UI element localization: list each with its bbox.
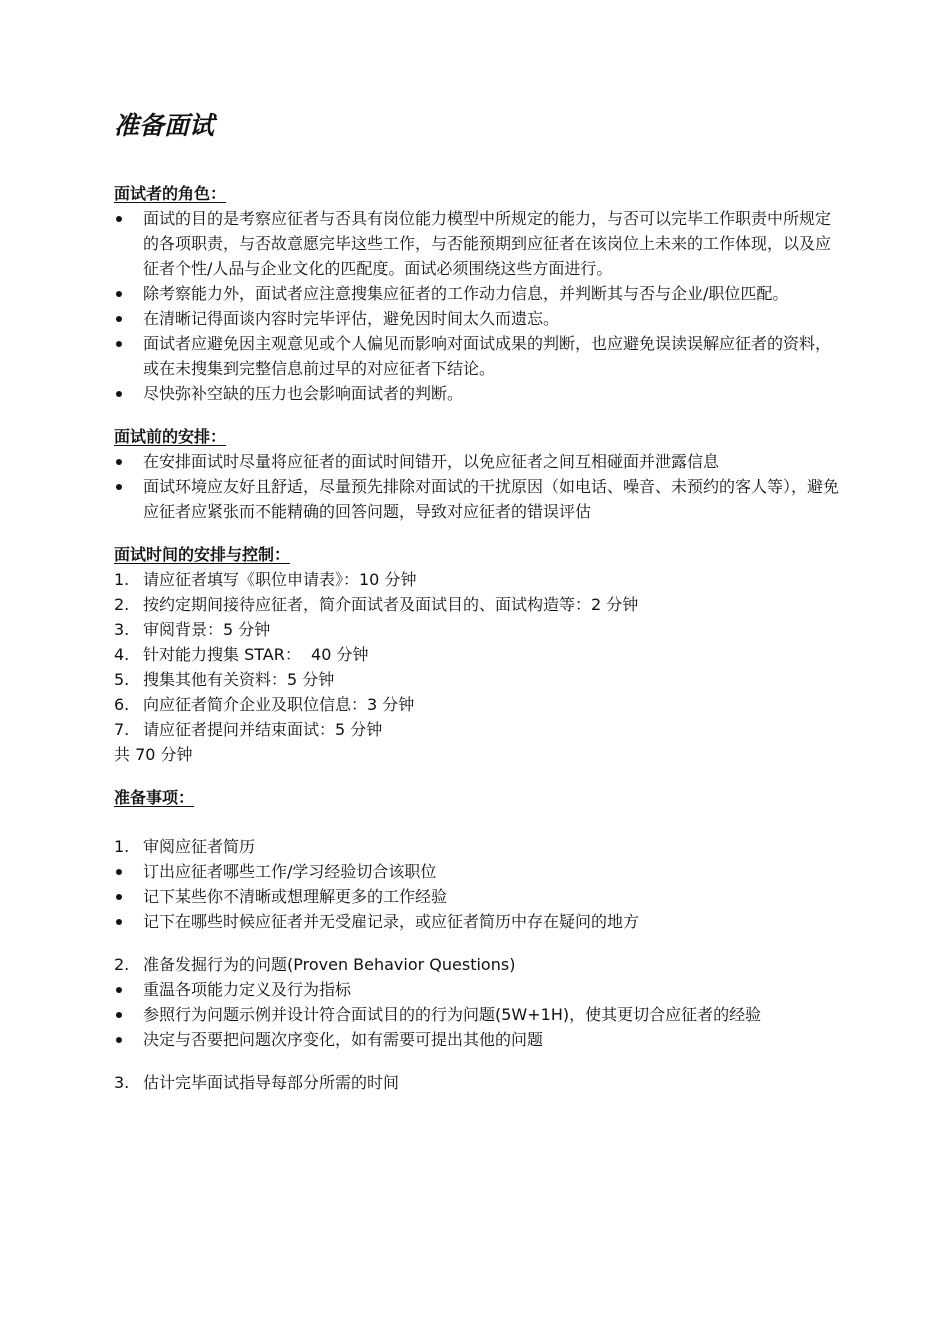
list-item: 尽快弥补空缺的压力也会影响面试者的判断。: [114, 381, 844, 406]
list-item: 1. 请应征者填写《职位申请表》：10 分钟: [114, 567, 844, 592]
list-item: 在安排面试时尽量将应征者的面试时间错开，以免应征者之间互相碰面并泄露信息: [114, 449, 844, 474]
step-number: 3.: [114, 1073, 130, 1092]
list-item: 参照行为问题示例并设计符合面试目的的行为问题(5W+1H)，使其更切合应征者的经验: [114, 1002, 844, 1027]
list-item: 决定与否要把问题次序变化，如有需要可提出其他的问题: [114, 1027, 844, 1052]
step-number: 2.: [114, 955, 130, 974]
list-item: 面试环境应友好且舒适，尽量预先排除对面试的干扰原因（如电话、噪音、未预约的客人等），避免应征者应紧张而不能精确的回答问题，导致对应征者的错误评估: [114, 474, 844, 524]
document-content: [114, 110, 844, 1114]
list-item: 6. 向应征者简介企业及职位信息：3 分钟: [114, 692, 844, 717]
bullet-list: [114, 859, 844, 934]
group-title: 3. 估计完毕面试指导每部分所需的时间: [114, 1070, 844, 1095]
bullet-list: [114, 206, 844, 406]
section-interviewer-role: [114, 182, 844, 406]
section-preparation: [114, 786, 844, 1095]
step-number: 7.: [114, 720, 130, 739]
group-title: 2. 准备发掘行为的问题(Proven Behavior Questions): [114, 952, 844, 977]
bullet-list: [114, 977, 844, 1052]
prep-group: [114, 1070, 844, 1095]
section-heading: 面试者的角色：: [114, 184, 227, 203]
document-title: 准备面试: [114, 111, 215, 140]
list-item: 3. 审阅背景：5 分钟: [114, 617, 844, 642]
step-number: 4.: [114, 645, 130, 664]
group-title: 1. 审阅应征者简历: [114, 834, 844, 859]
list-item: 面试者应避免因主观意见或个人偏见而影响对面试成果的判断，也应避免误读误解应征者的资料，或在未搜集到完整信息前过早的对应征者下结论。: [114, 331, 844, 381]
list-item: 记下某些你不清晰或想理解更多的工作经验: [114, 884, 844, 909]
list-item: 除考察能力外，面试者应注意搜集应征者的工作动力信息，并判断其与否与企业/职位匹配。: [114, 281, 844, 306]
bullet-list: [114, 449, 844, 524]
section-heading: 面试前的安排：: [114, 427, 227, 446]
list-item: 5. 搜集其他有关资料：5 分钟: [114, 667, 844, 692]
list-item: 记下在哪些时候应征者并无受雇记录，或应征者简历中存在疑问的地方: [114, 909, 844, 934]
list-item: 订出应征者哪些工作/学习经验切合该职位: [114, 859, 844, 884]
section-pre-interview: [114, 425, 844, 524]
list-item: 2. 按约定期间接待应征者，简介面试者及面试目的、面试构造等：2 分钟: [114, 592, 844, 617]
section-heading: 准备事项：: [114, 788, 195, 807]
step-number: 1.: [114, 837, 130, 856]
step-number: 5.: [114, 670, 130, 689]
section-heading: 面试时间的安排与控制：: [114, 545, 291, 564]
step-number: 3.: [114, 620, 130, 639]
numbered-list: [114, 567, 844, 742]
list-item: 重温各项能力定义及行为指标: [114, 977, 844, 1002]
prep-group: [114, 834, 844, 934]
list-item: 4. 针对能力搜集 STAR： 40 分钟: [114, 642, 844, 667]
step-number: 6.: [114, 695, 130, 714]
list-item: 面试的目的是考察应征者与否具有岗位能力模型中所规定的能力，与否可以完毕工作职责中所规定的各项职责，与否故意愿完毕这些工作，与否能预期到应征者在该岗位上未来的工作体现，以及应征者个性/人品与企业文化的匹配度。面试必须围绕这些方面进行。: [114, 206, 844, 281]
list-item: 在清晰记得面谈内容时完毕评估，避免因时间太久而遗忘。: [114, 306, 844, 331]
total-time: 共 70 分钟: [114, 745, 193, 764]
list-item: 7. 请应征者提问并结束面试：5 分钟: [114, 717, 844, 742]
prep-group: [114, 952, 844, 1052]
section-time-schedule: [114, 543, 844, 767]
step-number: 2.: [114, 595, 130, 614]
step-number: 1.: [114, 570, 130, 589]
